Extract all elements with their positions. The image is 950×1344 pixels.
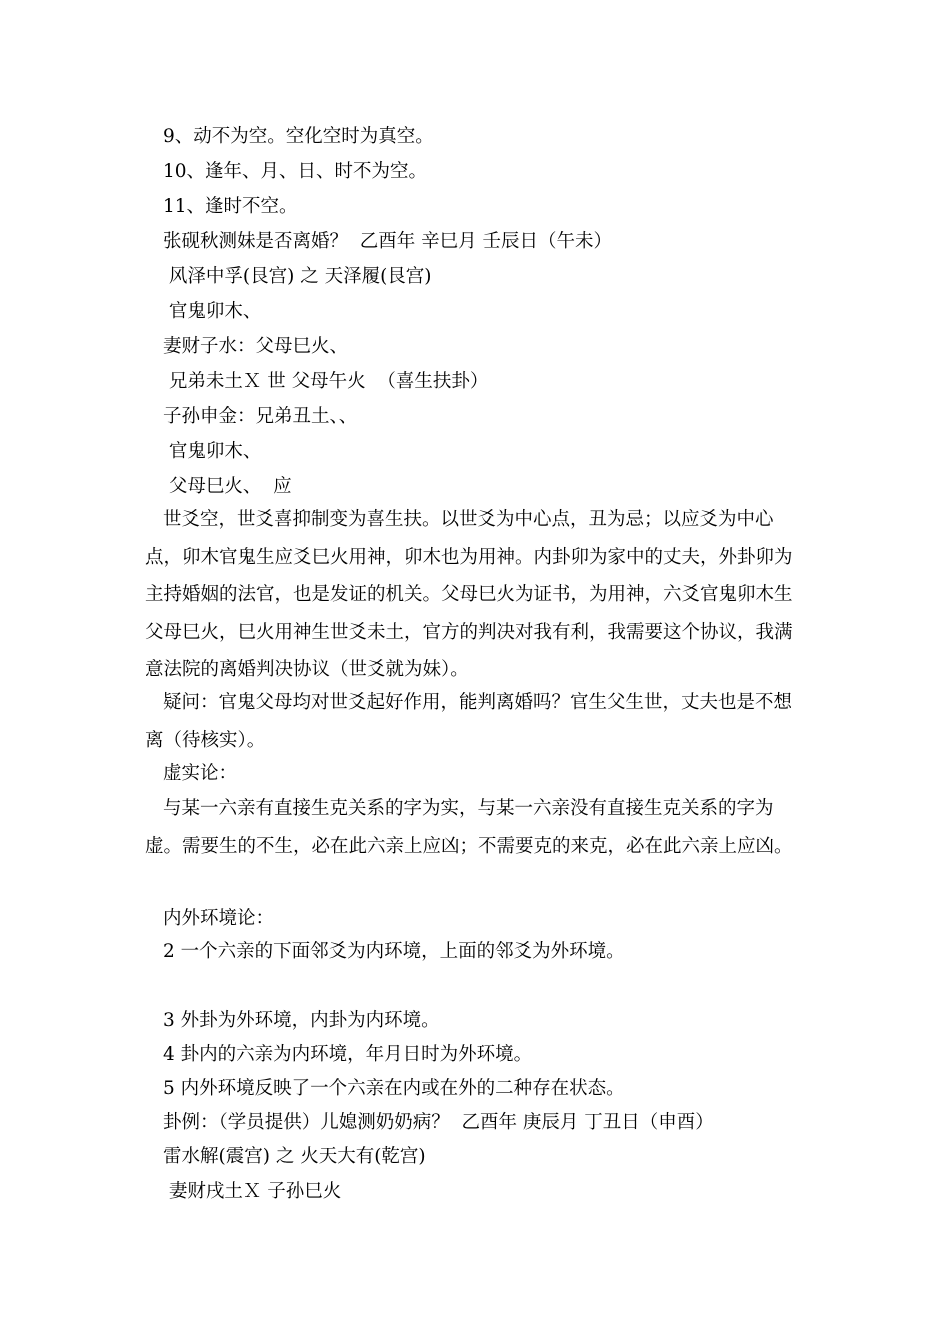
yao-line: 父母巳火、 应 (163, 476, 292, 497)
analysis-paragraph: 世爻空，世爻喜抑制变为喜生扶。以世爻为中心点，丑为忌；以应爻为中心点，卯木官鬼生应爻巳火用神，卯木也为用神。内卦卯为家中的丈夫，外卦卯为主持婚姻的法官，也是发证的机关。父母巳火为证书，为用神，六爻官鬼卯木生父母巳火，巳火用神生世爻未土，官方的判决对我有利，我需要这个协议，我满意法院的离婚判决协议（世爻就为妹）。 (145, 509, 793, 680)
gua-name: 雷水解(震宫) 之 火天大有(乾宫) (163, 1146, 426, 1167)
example-title: 卦例：（学员提供）儿媳测奶奶病？ 乙酉年 庚辰月 丁丑日（申酉） (163, 1112, 714, 1133)
yao-line: 官鬼卯木、 (163, 441, 262, 462)
yao-line: 妻财子水：父母巳火、 (163, 336, 349, 357)
list-item: 5 内外环境反映了一个六亲在内或在外的二种存在状态。 (163, 1078, 625, 1099)
list-item: 4 卦内的六亲为内环境，年月日时为外环境。 (163, 1044, 533, 1065)
xushi-paragraph: 与某一六亲有直接生克关系的字为实，与某一六亲没有直接生克关系的字为虚。需要生的不生，必在此六亲上应凶；不需要克的来克，必在此六亲上应凶。 (145, 798, 793, 857)
yao-line: 妻财戌土Ｘ 子孙巳火 (163, 1181, 342, 1202)
section-heading-xushi: 虚实论： (163, 763, 238, 784)
list-item: 3 外卦为外环境，内卦为内环境。 (163, 1010, 440, 1031)
yao-line: 官鬼卯木、 (163, 301, 262, 322)
gua-name: 风泽中孚(艮宫) 之 天泽履(艮宫) (163, 266, 432, 287)
rule-9: 9、动不为空。空化空时为真空。 (163, 126, 434, 147)
yao-line: 兄弟未土Ｘ 世 父母午火 （喜生扶卦） (163, 371, 489, 392)
rule-10: 10、逢年、月、日、时不为空。 (163, 161, 428, 182)
list-item: 2 一个六亲的下面邻爻为内环境，上面的邻爻为外环境。 (163, 941, 625, 962)
rule-11: 11、逢时不空。 (163, 196, 298, 217)
yao-line: 子孙申金：兄弟丑土、、 (163, 406, 358, 427)
question-paragraph: 疑问：官鬼父母均对世爻起好作用，能判离婚吗？官生父生世，丈夫也是不想离（待核实）。 (145, 692, 793, 751)
section-heading-neiwai: 内外环境论： (163, 908, 275, 929)
case-title: 张砚秋测妹是否离婚？ 乙酉年 辛巳月 壬辰日（午未） (163, 231, 613, 252)
